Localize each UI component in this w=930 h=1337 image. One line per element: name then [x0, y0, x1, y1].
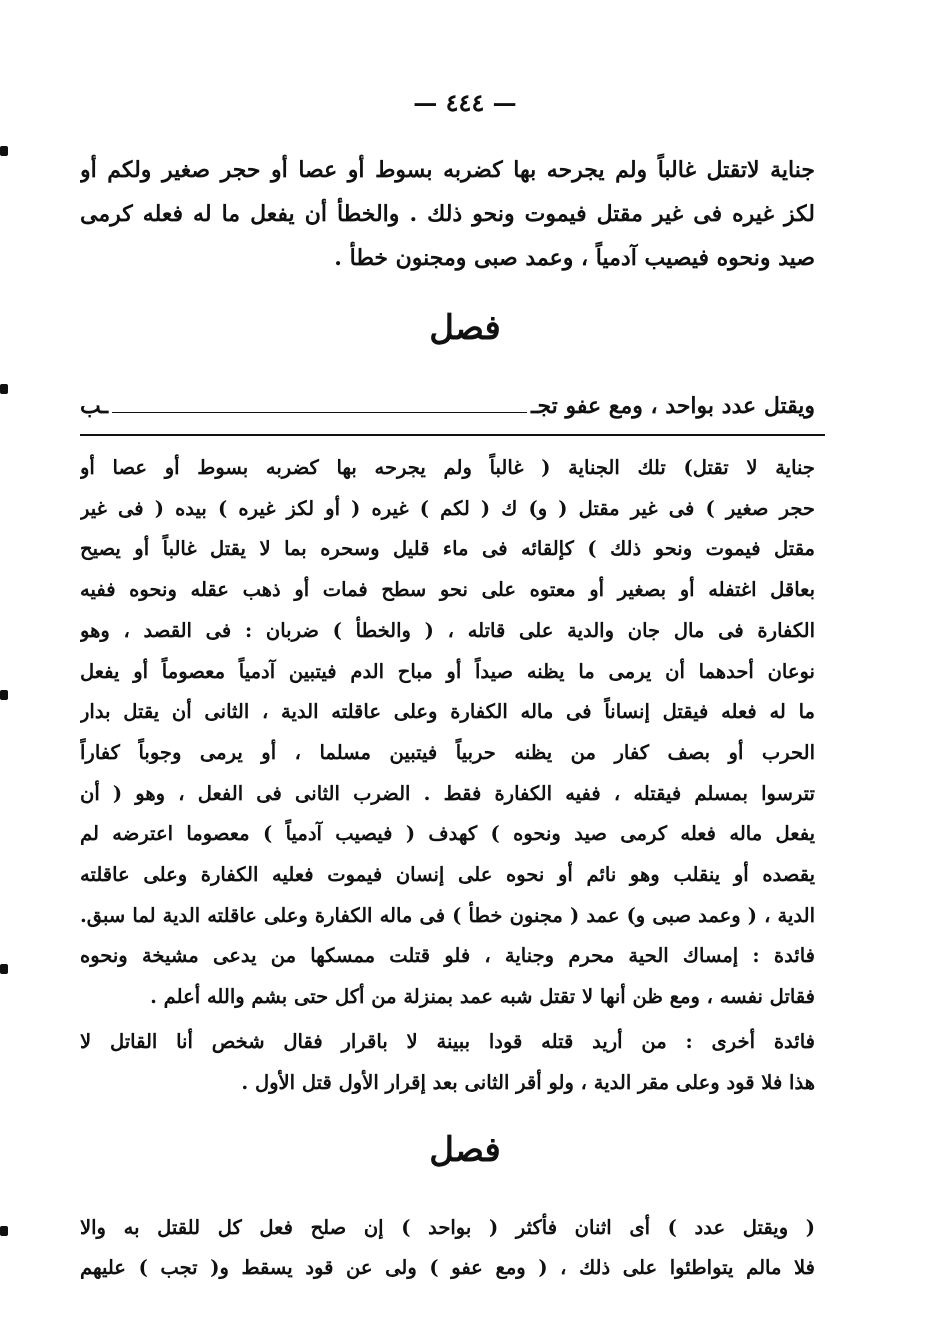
commentary-line: فائدة : إمساك الحية محرم وجناية ، فلو قتلت ممسكها من يدعى مشيخة ونحوه	[80, 944, 815, 968]
preview-end: ـب	[80, 393, 109, 419]
commentary-line: ( ويقتل عدد ) أى اثنان فأكثر ( بواحد ) إن صلح فعل كل للقتل به والا	[80, 1216, 815, 1239]
preview-rule	[112, 412, 527, 413]
main-text	[80, 148, 815, 280]
main-text-line: جناية لاتقتل غالباً ولم يجرحه بها كضربه بسوط أو عصا أو حجر صغير ولكم أو	[80, 157, 815, 183]
commentary-line: بعاقل اغتفله أو بصغير أو معتوه على نحو سطح فمات أو ذهب عقله ونحوه ففيه	[80, 578, 815, 602]
commentary-line: يقصده أو ينقلب وهو نائم أو نحوه على إنسان فيموت فعليه الكفارة وعلى عاقلته	[80, 863, 815, 887]
commentary-line: حجر صغير ) فى غير مقتل ( و) ك ( لكم ) غيره ( أو لكز غيره ) بيده ( فى غير	[80, 496, 815, 520]
margin-mark	[0, 1226, 8, 1236]
preview-start: ويقتل عدد بواحد ، ومع عفو تجـ	[531, 393, 815, 419]
main-text-line: لكز غيره فى غير مقتل فيموت ونحو ذلك . والخطأ أن يفعل ما له فعله كرمى	[80, 201, 815, 227]
commentary-line: فقاتل نفسه ، ومع ظن أنها لا تقتل شبه عمد بمنزلة من أكل حتى بشم والله أعلم .	[150, 985, 815, 1009]
margin-mark	[0, 690, 8, 700]
commentary-line: الحرب أو بصف كفار من يظنه حربياً فيتبين مسلما ، أو يرمى وجوباً كفاراً	[80, 740, 815, 764]
commentary-line: جناية لا تقتل) تلك الجناية ( غالباً ولم يجرحه بها كضربه بسوط أو عصا أو	[80, 456, 815, 479]
commentary-text	[80, 448, 815, 1103]
commentary-line: يفعل ماله فعله كرمى صيد ونحوه ) كهدف ( فيصيب آدمياً ) معصوما اعترضه لم	[80, 822, 815, 846]
commentary-line: الدية ، ( وعمد صبى و) عمد ( مجنون خطأ ) فى ماله الكفارة وعلى عاقلته الدية لما سبق.	[80, 903, 815, 927]
section-heading: فصل	[429, 1130, 501, 1170]
section-heading: فصل	[429, 308, 501, 348]
note-line: هذا فلا قود وعلى مقر الدية ، ولو أقر الثانى بعد إقرار الأول قتل الأول .	[241, 1070, 815, 1094]
margin-mark	[0, 964, 8, 974]
margin-mark	[0, 384, 8, 394]
page-number: — ٤٤٤ —	[413, 88, 517, 117]
commentary-line: فلا مالم يتواطئوا على ذلك ، ( ومع عفو ) ولى عن قود يسقط و( تجب ) عليهم	[80, 1256, 815, 1279]
next-text-preview	[80, 388, 815, 424]
commentary-text	[80, 1208, 815, 1288]
main-text-line: صيد ونحوه فيصيب آدمياً ، وعمد صبى ومجنون خطأ .	[334, 245, 815, 271]
commentary-line: الكفارة فى مال جان والدية على قاتله ، ( والخطأ ) ضربان : فى القصد ، وهو	[80, 618, 815, 642]
separator-rule	[80, 434, 825, 436]
commentary-line: نوعان أحدهما أن يرمى ما يظنه صيداً أو مباح الدم فيتبين آدمياً معصوماً أو يفعل	[80, 659, 815, 683]
margin-mark	[0, 146, 8, 156]
commentary-line: تترسوا بمسلم فيقتله ، ففيه الكفارة فقط . الضرب الثانى فى الفعل ، وهو ( أن	[80, 781, 815, 805]
commentary-line: مقتل فيموت ونحو ذلك ) كإلقائه فى ماء قليل وسحره بما لا يقتل غالباً أو يصيح	[80, 537, 815, 561]
note-line: فائدة أخرى : من أريد قتله قودا ببينة لا باقرار فقال شخص أنا القاتل لا	[80, 1029, 815, 1053]
commentary-line: ما له فعله فيقتل إنساناً فى ماله الكفارة وعلى عاقلته الدية ، الثانى أن يقتل بدار	[80, 700, 815, 724]
